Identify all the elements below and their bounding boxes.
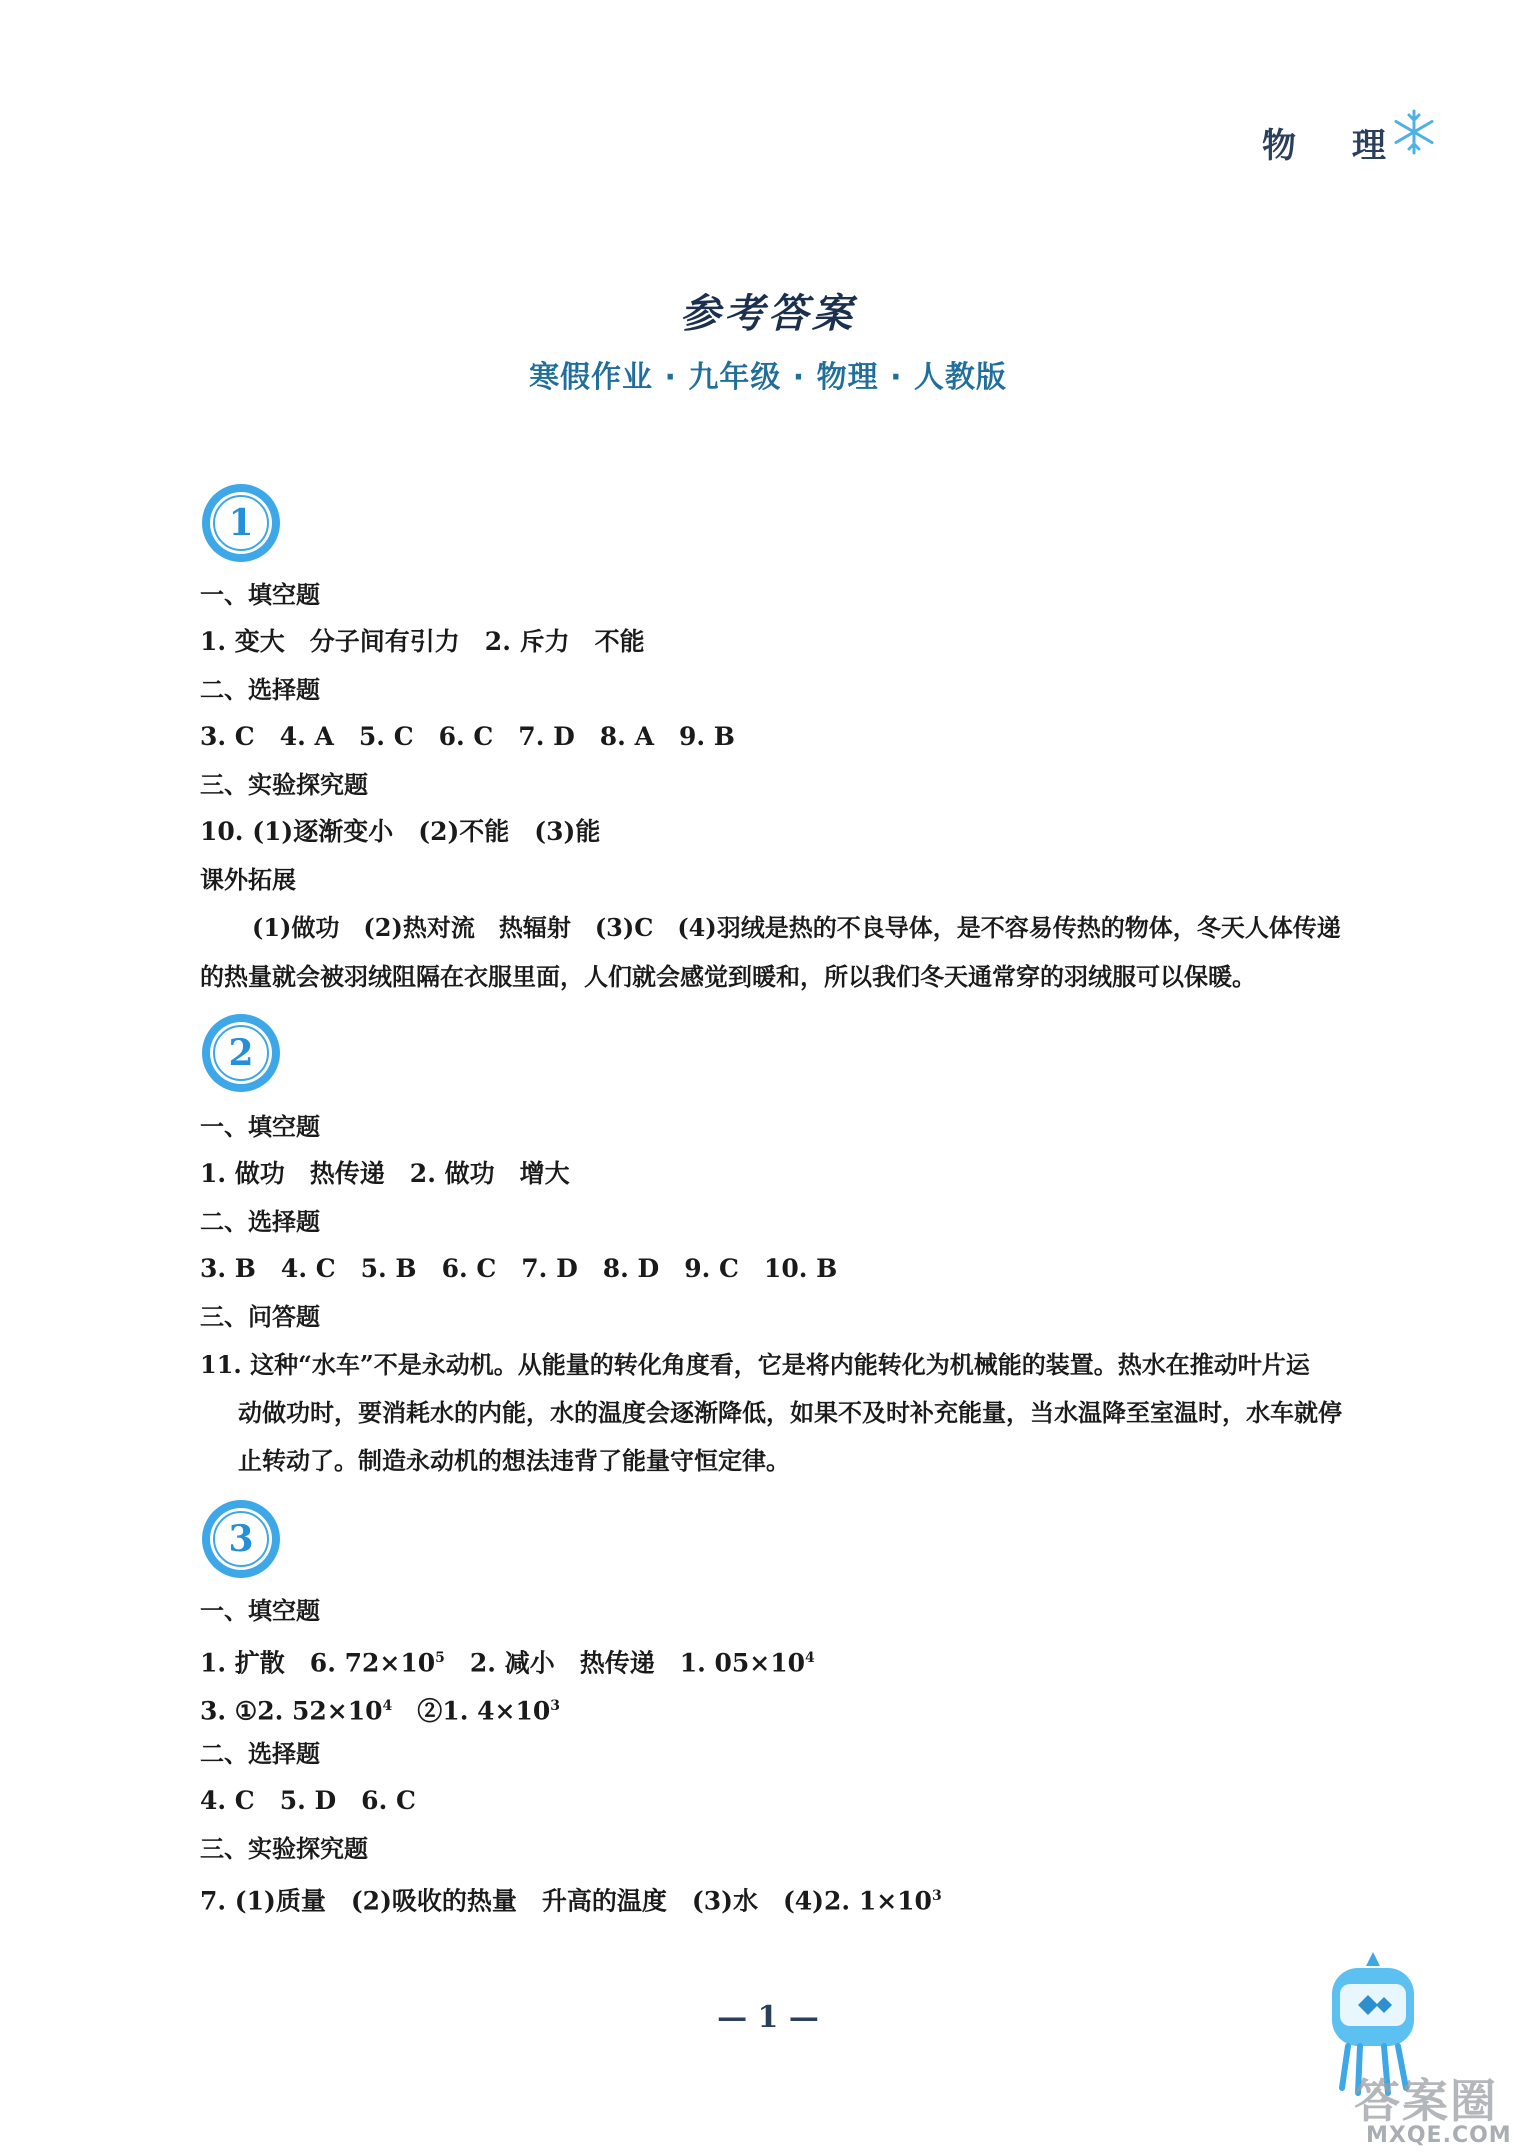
- answer-line: [200, 1881, 942, 1916]
- paragraph-line: (1)做功 (2)热对流 热辐射 (3)C (4)羽绒是热的不良导体，是不容易传热的物体，冬天人体传递: [252, 913, 1341, 942]
- section-badge-3: [200, 1498, 282, 1580]
- exponent: 3: [931, 1888, 942, 1904]
- header-subject: 物 理: [1262, 126, 1408, 166]
- answer-line: [200, 1643, 815, 1678]
- page-subtitle: 寒假作业 · 九年级 · 物理 · 人教版: [529, 360, 1007, 395]
- section-heading: 二、选择题: [200, 676, 320, 704]
- paragraph-line: 的热量就会被羽绒阻隔在衣服里面，人们就会感觉到暖和，所以我们冬天通常穿的羽绒服可以保暖。: [200, 962, 1256, 991]
- section-heading: 二、选择题: [200, 1208, 320, 1236]
- exponent: 4: [382, 1698, 393, 1714]
- section-number-3: 3: [228, 1518, 254, 1560]
- section-heading: 一、填空题: [200, 581, 320, 609]
- section-badge-2: [200, 1012, 282, 1094]
- watermark: [1354, 2065, 1512, 2148]
- answer-line: 10. (1)逐渐变小 (2)不能 (3)能: [200, 817, 601, 846]
- section-badge-1: [200, 482, 282, 564]
- answer-line: 4. C 5. D 6. C: [200, 1786, 416, 1815]
- answer-line: 1. 变大 分子间有引力 2. 斥力 不能: [200, 627, 645, 656]
- section-number-1: 1: [228, 502, 254, 544]
- section-heading: 三、问答题: [200, 1303, 320, 1331]
- answer-text: 2. 减小 热传递 1. 05×10: [444, 1648, 806, 1678]
- section-heading: 二、选择题: [200, 1740, 320, 1768]
- paragraph-line: 11. 这种“水车”不是永动机。从能量的转化角度看，它是将内能转化为机械能的装置。热水在推动叶片运: [200, 1350, 1310, 1379]
- section-heading: 一、填空题: [200, 1113, 320, 1141]
- watermark-url: MXQE.COM: [1366, 2123, 1512, 2148]
- answer-line: 3. C 4. A 5. C 6. C 7. D 8. A 9. B: [200, 722, 735, 751]
- answer-line: 1. 做功 热传递 2. 做功 增大: [200, 1159, 570, 1188]
- section-heading: 三、实验探究题: [200, 771, 368, 799]
- exponent: 3: [550, 1698, 560, 1714]
- exponent: 5: [435, 1650, 445, 1666]
- answer-line: 3. B 4. C 5. B 6. C 7. D 8. D 9. C 10. B: [200, 1254, 838, 1283]
- answer-text: 3. ①2. 52×10: [200, 1696, 383, 1726]
- snowflake-icon: [1390, 108, 1438, 156]
- page-title: 参考答案: [680, 290, 856, 337]
- page-number: — 1 —: [717, 2000, 819, 2035]
- section-heading: 课外拓展: [200, 866, 296, 894]
- answer-line: [200, 1691, 560, 1726]
- section-number-2: 2: [228, 1032, 254, 1074]
- paragraph-line: 动做功时，要消耗水的内能，水的温度会逐渐降低，如果不及时补充能量，当水温降至室温时，水车就停: [238, 1398, 1342, 1427]
- section-heading: 三、实验探究题: [200, 1835, 368, 1863]
- exponent: 4: [805, 1650, 815, 1666]
- answer-text: 7. (1)质量 (2)吸收的热量 升高的温度 (3)水 (4)2. 1×10: [200, 1886, 932, 1916]
- answer-text: ②1. 4×10: [392, 1696, 551, 1726]
- answer-text: 1. 扩散 6. 72×10: [200, 1648, 436, 1678]
- watermark-text: 答案圈: [1354, 2074, 1498, 2128]
- section-heading: 一、填空题: [200, 1597, 320, 1625]
- paragraph-line: 止转动了。制造永动机的想法违背了能量守恒定律。: [238, 1446, 790, 1475]
